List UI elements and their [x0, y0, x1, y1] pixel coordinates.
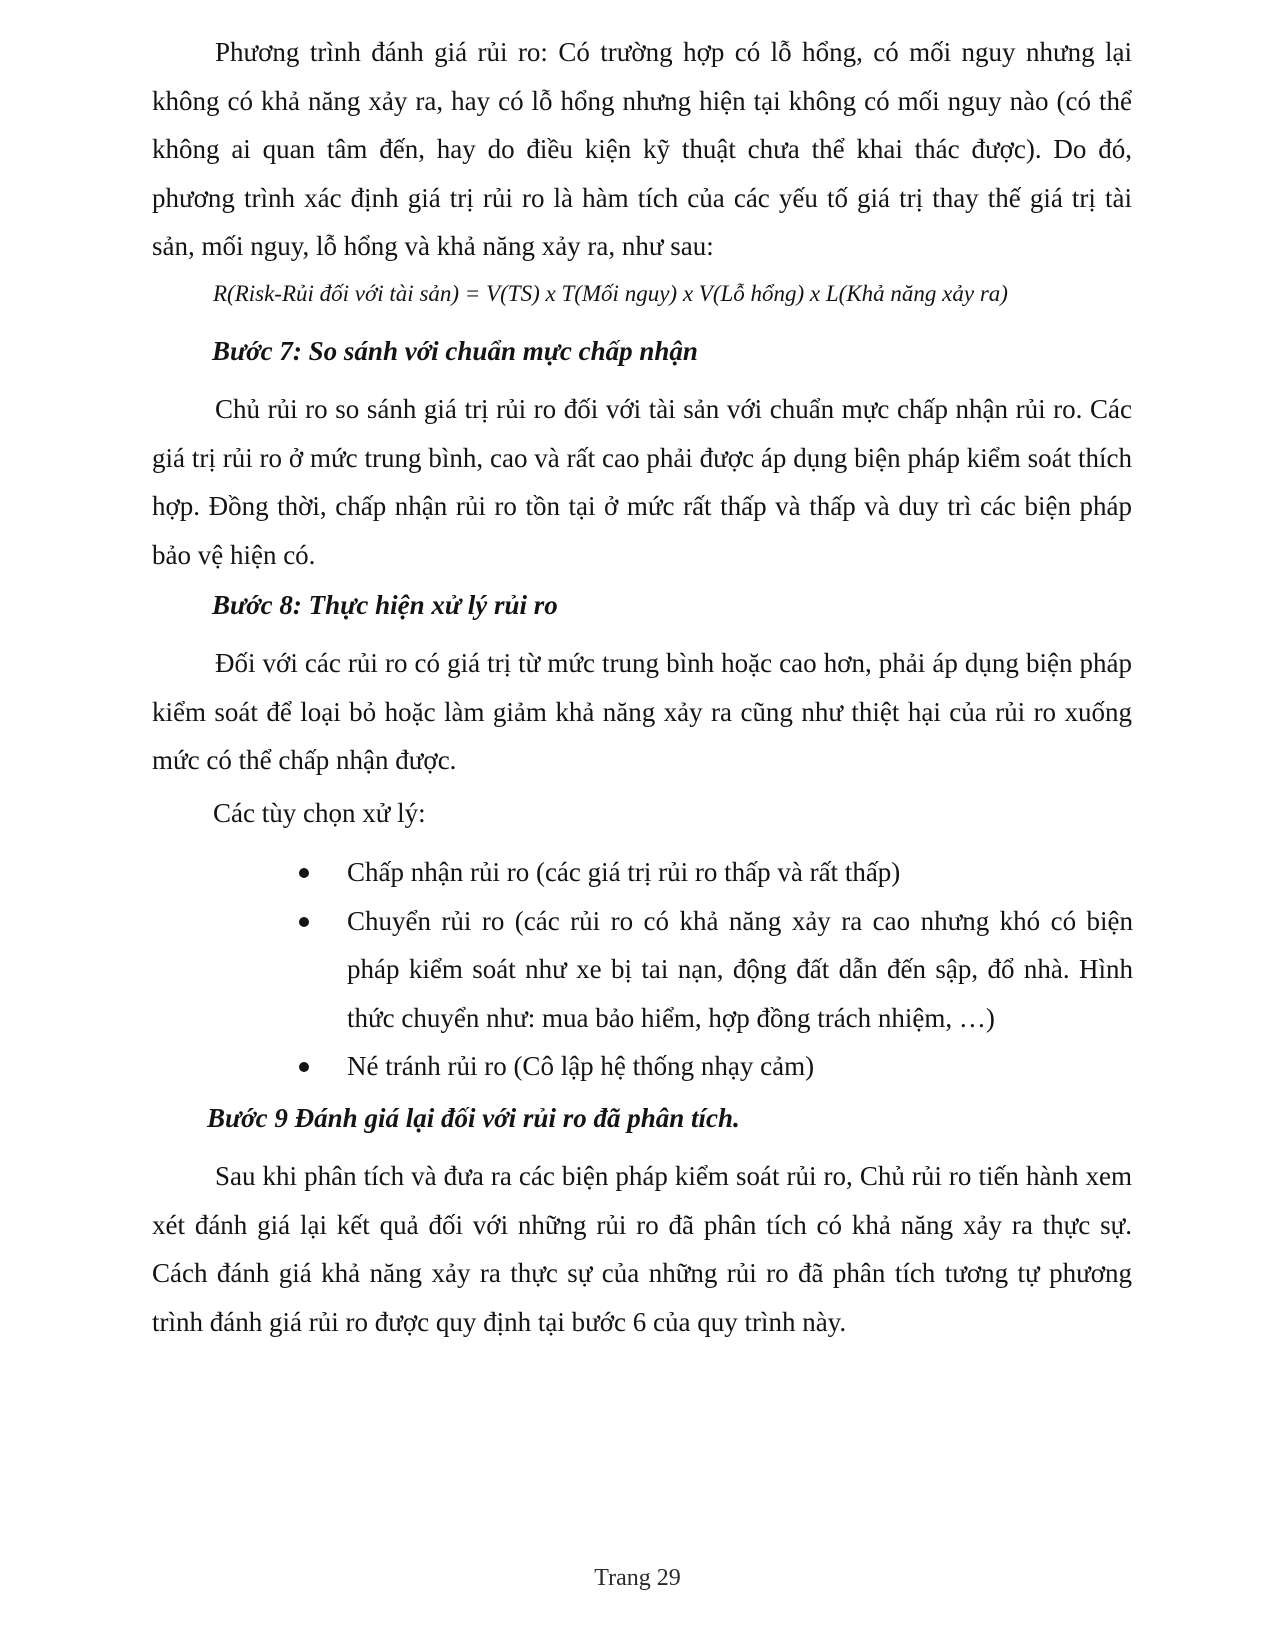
page-number: Trang 29 [594, 1565, 681, 1591]
list-item-text: Chuyển rủi ro (các rủi ro có khả năng xảy ra cao nhưng khó có biện pháp kiểm soát như xe bị tai nạn, động đất dẫn đến sập, đổ nhà. Hình thức chuyển như: mua bảo hiểm, hợp đồng trách nhiệm, …) [347, 905, 1133, 1033]
treatment-options-list [295, 848, 1133, 1091]
bullet-icon [299, 917, 309, 927]
bullet-icon [299, 868, 309, 878]
list-item [295, 897, 1133, 1043]
heading-step-7: Bước 7: So sánh với chuẩn mực chấp nhận [212, 336, 698, 366]
list-item-text: Né tránh rủi ro (Cô lập hệ thống nhạy cảm) [347, 1051, 815, 1081]
options-label: Các tùy chọn xử lý: [213, 798, 426, 828]
heading-step-9: Bước 9 Đánh giá lại đối với rủi ro đã phân tích. [207, 1103, 740, 1133]
list-item [295, 1042, 1133, 1091]
risk-formula: R(Risk-Rủi đối với tài sản) = V(TS) x T(Mối nguy) x V(Lỗ hổng) x L(Khả năng xảy ra) [213, 281, 1008, 306]
paragraph-step-9: Sau khi phân tích và đưa ra các biện pháp kiểm soát rủi ro, Chủ rủi ro tiến hành xem xét đánh giá lại kết quả đối với những rủi ro đã phân tích có khả năng xảy ra thực sự. Cách đánh giá khả năng xảy ra thực sự của những rủi ro đã phân tích tương tự phương trình đánh giá rủi ro được quy định tại bước 6 của quy trình này. [152, 1161, 1132, 1337]
paragraph-step-8: Đối với các rủi ro có giá trị từ mức trung bình hoặc cao hơn, phải áp dụng biện pháp kiểm soát để loại bỏ hoặc làm giảm khả năng xảy ra cũng như thiệt hại của rủi ro xuống mức có thể chấp nhận được. [152, 648, 1132, 775]
list-item [295, 848, 1133, 897]
paragraph-step-7: Chủ rủi ro so sánh giá trị rủi ro đối với tài sản với chuẩn mực chấp nhận rủi ro. Các giá trị rủi ro ở mức trung bình, cao và rất cao phải được áp dụng biện pháp kiểm soát thích hợp. Đồng thời, chấp nhận rủi ro tồn tại ở mức rất thấp và thấp và duy trì các biện pháp bảo vệ hiện có. [152, 394, 1132, 570]
heading-step-8: Bước 8: Thực hiện xử lý rủi ro [212, 590, 558, 620]
bullet-icon [299, 1062, 309, 1072]
paragraph-risk-equation: Phương trình đánh giá rủi ro: Có trường hợp có lỗ hổng, có mối nguy nhưng lại không có khả năng xảy ra, hay có lỗ hổng nhưng hiện tại không có mối nguy nào (có thể không ai quan tâm đến, hay do điều kiện kỹ thuật chưa thể khai thác được). Do đó, phương trình xác định giá trị rủi ro là hàm tích của các yếu tố giá trị thay thế giá trị tài sản, mối nguy, lỗ hổng và khả năng xảy ra, như sau: [152, 37, 1132, 261]
list-item-text: Chấp nhận rủi ro (các giá trị rủi ro thấp và rất thấp) [347, 857, 901, 887]
